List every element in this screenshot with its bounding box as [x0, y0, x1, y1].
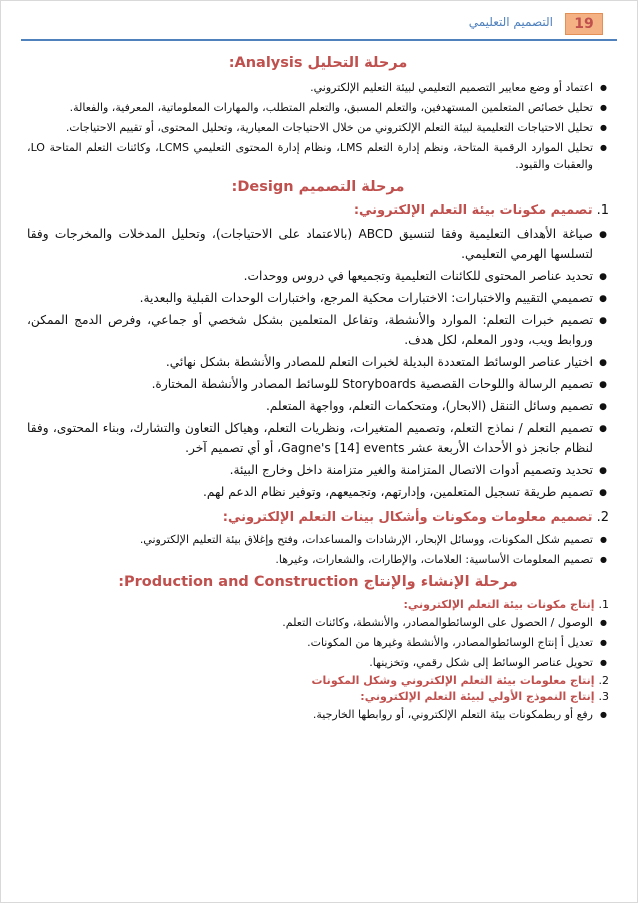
list-item: ● اعتماد أو وضع معايير التصميم التعليمي لبيئة التعليم الإلكتروني. — [27, 79, 609, 96]
list-item: ● تحويل عناصر الوسائط إلى شكل رقمي، وتخزينها. — [27, 654, 609, 671]
production-section-3-list — [27, 706, 609, 723]
list-item: ● تصميم المعلومات الأساسية: العلامات، والإطارات، والشعارات، وغيرها. — [27, 551, 609, 568]
list-item: ● الوصول / الحصول على الوسائطوالمصادر، والأنشطة، وكائنات التعلم. — [27, 614, 609, 631]
analysis-list — [27, 79, 609, 173]
list-item: ● تعديل أ إنتاج الوسائطوالمصادر، والأنشطة وغيرها من المكونات. — [27, 634, 609, 651]
analysis-heading: مرحلة التحليل Analysis: — [228, 55, 408, 71]
section-number: 1. — [596, 203, 609, 218]
production-heading: مرحلة الإنشاء والإنتاج Production and Construction: — [118, 574, 518, 590]
list-item: ● تصميم خبرات التعلم: الموارد والأنشطة، وتفاعل المتعلمين بشكل شخصي أو جماعي، وفرص الدمج الممكن، وروابط ويب، ودور المعلم، لكل هدف. — [27, 310, 609, 350]
list-item: ● تصميمي التقييم والاختبارات: الاختبارات محكية المرجع، واختبارات الوحدات القبلية والبعدية. — [27, 288, 609, 308]
section-number: 2. — [596, 510, 609, 525]
production-section-1-list — [27, 614, 609, 671]
section-number: 2. — [598, 674, 609, 687]
list-item: ● اختيار عناصر الوسائط المتعددة البديلة لخبرات التعلم للمصادر والأنشطة بشكل نهائي. — [27, 352, 609, 372]
list-item: ● صياغة الأهداف التعليمية وفقا لتنسيق ABCD (بالاعتماد على الاحتياجات)، وتحليل المدخلات والمخرجات وفقا لتسلسها الهرمي التعليمي. — [27, 224, 609, 264]
list-item: ● تصميم طريقة تسجيل المتعلمين، وإدارتهم، وتجميعهم، وتوفير نظام الدعم لهم. — [27, 482, 609, 502]
page-header — [21, 9, 617, 35]
list-item: ● تحديد وتصميم أدوات الاتصال المتزامنة والغير متزامنة داخل وخارج البيئة. — [27, 460, 609, 480]
list-item: ● تصميم شكل المكونات، ووسائل الإبحار، الإرشادات والمساعدات، وفتح وإغلاق بيئة التعليم الإلكتروني. — [27, 531, 609, 548]
production-section-2-title — [27, 674, 609, 687]
list-item: ● تحليل خصائص المتعلمين المستهدفين، والتعلم المسبق، والتعلم المتطلب، والمهارات المعلوماتية، المعرفية، والفعالة. — [27, 99, 609, 116]
section-title: إنتاج النموذج الأولي لبيئة التعلم الإلكتروني: — [360, 690, 595, 703]
list-item: ● تصميم وسائل التنقل (الابحار)، ومتحكمات التعلم، وواجهة المتعلم. — [27, 396, 609, 416]
header-rule — [21, 39, 617, 41]
design-heading: مرحلة التصميم Design: — [231, 179, 405, 195]
section-title: إنتاج مكونات بيئة التعلم الإلكتروني: — [403, 598, 595, 611]
design-section-1-title — [27, 203, 609, 218]
production-section-1-title — [27, 598, 609, 611]
design-section-2-list — [27, 531, 609, 568]
page-number: 19 — [565, 13, 603, 35]
section-title: تصميم مكونات بيئة التعلم الإلكتروني: — [353, 203, 593, 218]
running-title: التصميم التعليمي — [468, 15, 553, 29]
list-item: ● تحديد عناصر المحتوى للكائنات التعليمية وتجميعها في دروس ووحدات. — [27, 266, 609, 286]
list-item: ● رفع أو ربطمكونات بيئة التعلم الإلكتروني، أو روابطها الخارجية. — [27, 706, 609, 723]
list-item: ● تصميم التعلم / نماذج التعلم، وتصميم المتغيرات، ونظريات التعلم، وهياكل التعاون والتشارك، وبناء المحتوى، وفقا لنظام جانجز ذو الأحداث الأربعة عشر Gagne's [14] events، أو أي تصميم آخر. — [27, 418, 609, 458]
list-item: ● تصميم الرسالة واللوحات القصصية Storyboards للوسائط المصادر والأنشطة المختارة. — [27, 374, 609, 394]
production-section-3-title — [27, 690, 609, 703]
page-body — [27, 49, 609, 726]
design-section-1-list — [27, 224, 609, 502]
list-item: ● تحليل الموارد الرقمية المتاحة، ونظم إدارة التعلم LMS، ونظام إدارة المحتوى التعليمي LCMS، وكائنات التعلم المتاحة LO، والعقبات والقيود. — [27, 139, 609, 173]
design-section-2-title — [27, 510, 609, 525]
section-title: تصميم معلومات ومكونات وأشكال بينات التعلم الإلكتروني: — [222, 510, 593, 525]
section-title: إنتاج معلومات بيئة التعلم الإلكتروني وشكل المكونات — [311, 674, 595, 687]
list-item: ● تحليل الاحتياجات التعليمية لبيئة التعلم الإلكتروني من خلال الاحتياجات المعيارية، وتحليل المحتوى، أو تقييم الاحتياجات. — [27, 119, 609, 136]
section-number: 3. — [598, 690, 609, 703]
section-number: 1. — [598, 598, 609, 611]
